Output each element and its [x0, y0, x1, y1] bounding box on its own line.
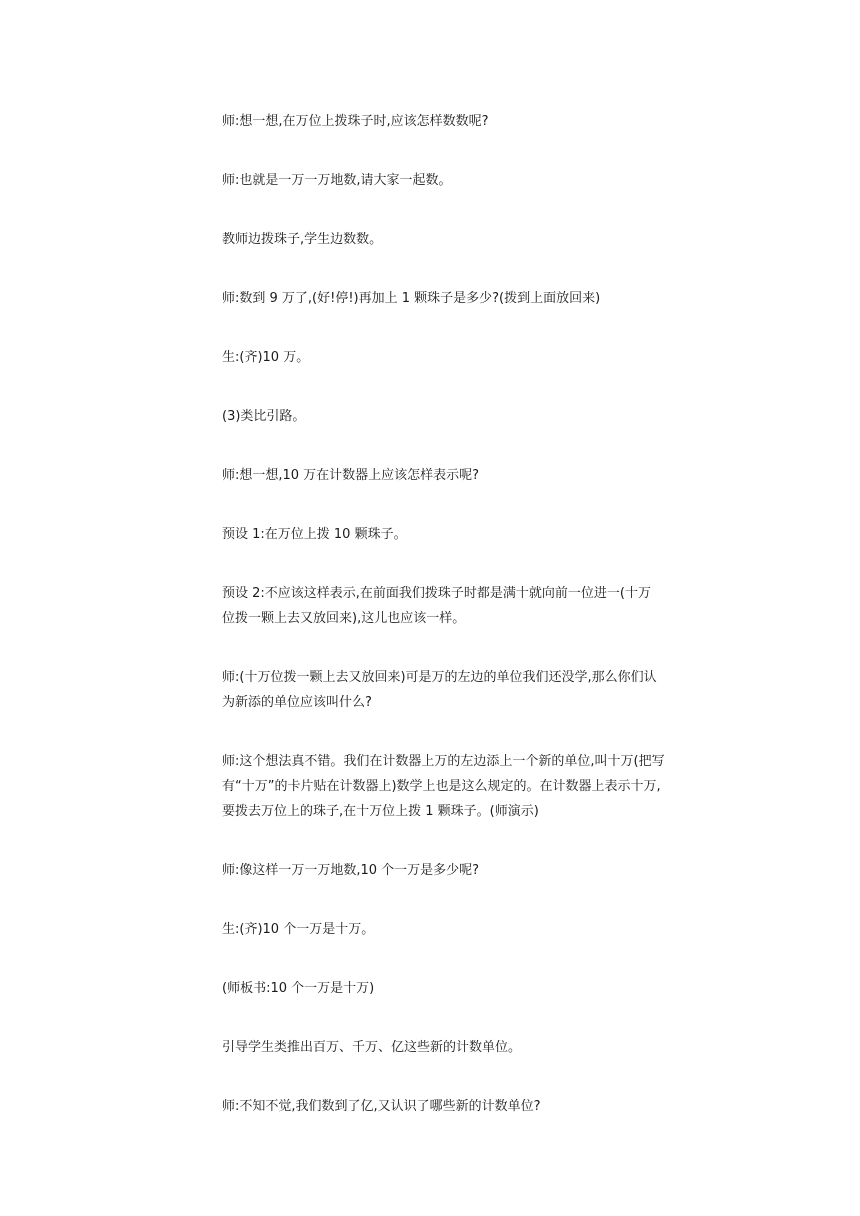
paragraph: 师:不知不觉,我们数到了亿,又认识了哪些新的计数单位?	[222, 1099, 541, 1114]
paragraph: 预设 2:不应该这样表示,在前面我们拨珠子时都是满十就向前一位进一(十万 位拨一颗上去又放回来),这儿也应该一样。	[222, 586, 651, 626]
paragraph: 师:想一想,在万位上拨珠子时,应该怎样数数呢?	[222, 114, 489, 129]
section-heading: (3)类比引路。	[222, 409, 306, 424]
paragraph: 师:这个想法真不错。我们在计数器上万的左边添上一个新的单位,叫十万(把写 有“十万”的卡片贴在计数器上)数学上也是这么规定的。在计数器上表示十万, 要拨去万位上的珠子,在十万位上拨 1 颗珠子。(师演示)	[222, 754, 665, 819]
paragraph: 引导学生类推出百万、千万、亿这些新的计数单位。	[222, 1040, 522, 1055]
paragraph: 师:像这样一万一万地数,10 个一万是多少呢?	[222, 863, 480, 878]
paragraph: 师:也就是一万一万地数,请大家一起数。	[222, 173, 452, 188]
paragraph: 生:(齐)10 万。	[222, 350, 310, 365]
paragraph: 师:数到 9 万了,(好!停!)再加上 1 颗珠子是多少?(拨到上面放回来)	[222, 291, 601, 306]
paragraph: 师:(十万位拨一颗上去又放回来)可是万的左边的单位我们还没学,那么你们认 为新添的单位应该叫什么?	[222, 670, 657, 710]
paragraph: (师板书:10 个一万是十万)	[222, 981, 375, 996]
paragraph: 生:(齐)10 个一万是十万。	[222, 922, 375, 937]
document-body	[222, 109, 734, 1153]
paragraph: 教师边拨珠子,学生边数数。	[222, 232, 383, 247]
paragraph: 预设 1:在万位上拨 10 颗珠子。	[222, 527, 407, 542]
paragraph: 师:想一想,10 万在计数器上应该怎样表示呢?	[222, 468, 480, 483]
